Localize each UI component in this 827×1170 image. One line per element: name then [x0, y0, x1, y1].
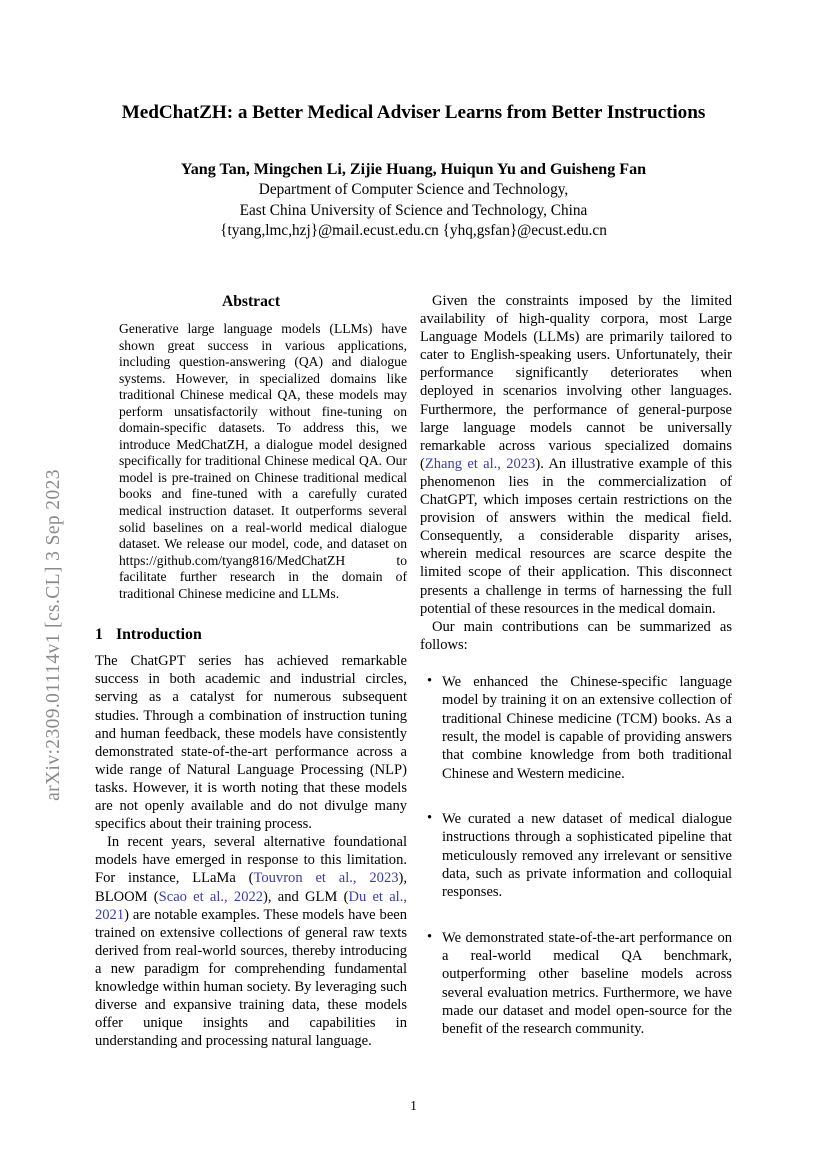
intro-p3-text-b: ). An illustrative example of this phenomenon lies in the commercialization of ChatGPT, which imposes certain restrictions on the provision of answers within the medical field. Consequently, a considerable disparity arises, wherein medical resources are scarce despite the limited scope of their application. This disconnect presents a challenge in terms of harnessing the full potential of these resources in the medical domain. [420, 455, 733, 617]
affiliation-line-1: Department of Computer Science and Technology, [258, 181, 569, 198]
intro-p3-text-a: Given the constraints imposed by the limited availability of high-quality corpora, most Large Language Models (LLMs) are primarily tailored to cater to English-speaking users. Unfortunately, their performance significantly deteriorates when deployed in scenarios involving other languages. Furthermore, the performance of general-purpose large language models cannot be universally remarkable across various specialized domains ( [420, 293, 732, 472]
intro-paragraph-3 [420, 292, 732, 618]
column-right [420, 292, 732, 1066]
intro-paragraph-1: The ChatGPT series has achieved remarkable success in both academic and industrial circles, serving as a catalyst for numerous subsequent studies. Through a combination of instruction tuning and human feedback, these models have consistently demonstrated state-of-the-art performance across a wide range of Natural Language Processing (NLP) tasks. However, it is worth noting that these models are not openly available and do not divulge many specifics about their training process. [95, 653, 407, 833]
list-item: • We curated a new dataset of medical dialogue instructions through a sophisticated pipeline that meticulously removed any irrelevant or sensitive data, such as private information and colloquial responses. [420, 810, 732, 902]
page-title: MedChatZH: a Better Medical Adviser Learns from Better Instructions [121, 102, 706, 123]
intro-paragraph-2 [95, 833, 407, 1050]
citation-zhang-2023[interactable]: Zhang et al., 2023 [424, 455, 536, 472]
list-item: • We enhanced the Chinese-specific language model by training it on an extensive collection of traditional Chinese medicine (TCM) books. As a result, the model is capable of providing answers that combine knowledge from both traditional Chinese and Western medicine. [420, 673, 732, 783]
affiliation-line-2: East China University of Science and Technology, China [239, 201, 588, 219]
section-heading-introduction [95, 625, 407, 645]
intro-paragraph-4: Our main contributions can be summarized as follows: [420, 618, 732, 653]
intro-p2-text-b: ), BLOOM ( [95, 870, 407, 905]
contributions-list [420, 673, 732, 1039]
citation-scao-2022[interactable]: Scao et al., 2022 [158, 888, 264, 905]
page-number: 1 [410, 1098, 417, 1113]
intro-p2-text-d: ) are notable examples. These models have been trained on extensive collections of general raw texts derived from real-world sources, thereby introducing a new paradigm for comprehending fundamental knowledge within human society. By leveraging such diverse and expansive training data, these models offer unique insights and capabilities in understanding and processing natural language. [95, 906, 407, 1050]
citation-touvron-2023[interactable]: Touvron et al., 2023 [253, 870, 399, 887]
abstract-text: Generative large language models (LLMs) have shown great success in various applications, including question-answering (QA) and dialogue systems. However, in specialized domains like traditional Chinese medical QA, these models may perform unsatisfactorily without fine-tuning on domain-specific datasets. To address this, we introduce MedChatZH, a dialogue model designed specifically for traditional Chinese medical QA. Our model is pre-trained on Chinese traditional medical books and fine-tuned with a carefully curated medical instruction dataset. It outperforms several solid baselines on a real-world medical dialogue dataset. We release our model, code, and dataset on https://github.com/tyang816/MedChatZH to facilitate further research in the domain of traditional Chinese medicine and LLMs. [119, 321, 407, 601]
abstract-heading: Abstract [221, 293, 281, 310]
list-item: • We demonstrated state-of-the-art performance on a real-world medical QA benchmark, outperforming other baseline models across several evaluation metrics. Furthermore, we have made our dataset and model open-source for the benefit of the research community. [420, 929, 732, 1039]
author-emails: {tyang,lmc,hzj}@mail.ecust.edu.cn {yhq,gsfan}@ecust.edu.cn [220, 222, 607, 239]
section-number: 1 [95, 626, 103, 644]
title-block [95, 100, 732, 125]
column-left [95, 292, 407, 1050]
section-title: Introduction [116, 626, 202, 644]
intro-p2-text-a: In recent years, several alternative foundational models have emerged in response to this limitation. For instance, LLaMa ( [95, 834, 407, 887]
author-block [95, 159, 732, 242]
intro-p2-text-c: ), and GLM ( [263, 888, 349, 905]
author-list: Yang Tan, Mingchen Li, Zijie Huang, Huiqun Yu and Guisheng Fan [180, 161, 647, 178]
arxiv-stamp: arXiv:2309.01114v1 [cs.CL] 3 Sep 2023 [43, 469, 64, 801]
citation-du-2021[interactable]: Du et al., 2021 [95, 888, 407, 923]
abstract-body [119, 321, 407, 602]
